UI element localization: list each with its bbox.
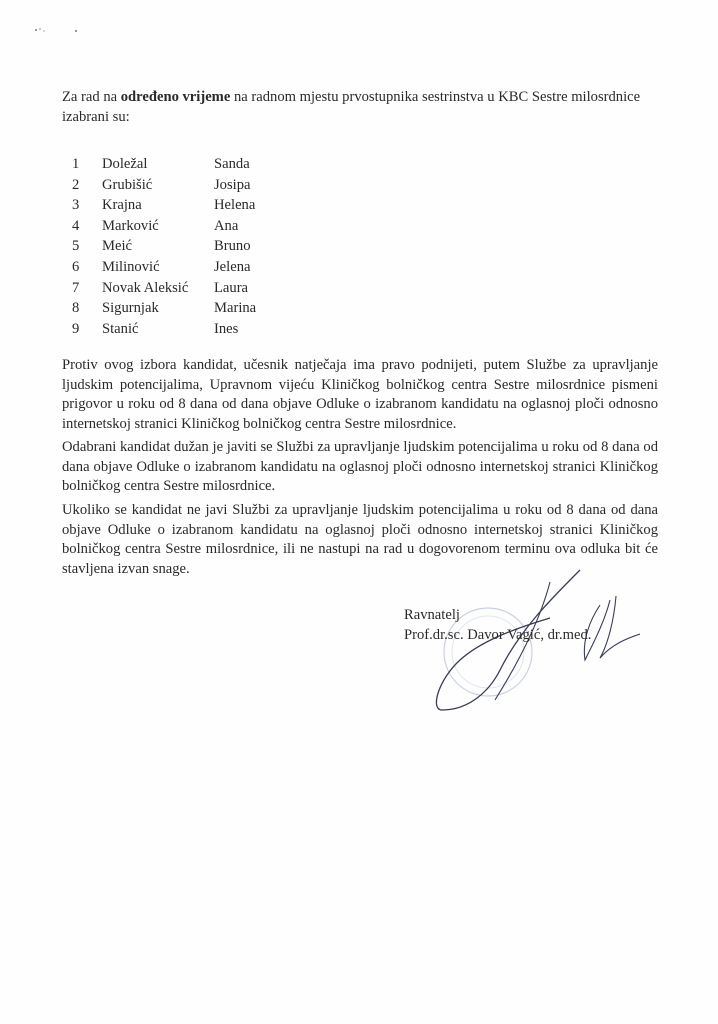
intro-bold: određeno vrijeme xyxy=(120,89,231,105)
candidate-number: 9 xyxy=(72,320,80,337)
candidate-surname: Grubišić xyxy=(102,176,153,193)
candidate-number: 7 xyxy=(72,279,80,296)
candidate-surname: Doležal xyxy=(102,156,148,172)
candidate-number: 5 xyxy=(72,238,80,255)
candidate-row xyxy=(62,175,362,196)
candidate-surname: Stanić xyxy=(102,320,139,337)
candidate-surname: Krajna xyxy=(102,197,142,214)
signer-name: Prof.dr.sc. Davor Vagić, dr.med. xyxy=(404,627,592,643)
candidate-row xyxy=(62,319,362,340)
candidate-surname: Milinović xyxy=(102,258,160,275)
candidate-surname: Sigurnjak xyxy=(102,300,159,317)
candidate-list xyxy=(62,154,362,339)
paragraph-objection: Protiv ovog izbora kandidat, učesnik natječaja ima pravo podnijeti, putem Službe za upravljanje ljudskim potencijalima, Upravnom vijeću Kliničkog bolničkog centra Sestre milosrdnice pismeni prigovor u roku od 8 dana od dana objave Odluke o izabranom kandidatu na oglasnoj ploči odnosno internetskoj stranici Kliničkog bolničkog centra Sestre milosrdnice. xyxy=(62,357,658,432)
candidate-row xyxy=(62,154,362,175)
candidate-number: 6 xyxy=(72,258,80,275)
candidate-first-name: Sanda xyxy=(214,156,250,172)
paragraph-invalidation: Ukoliko se kandidat ne javi Službi za upravljanje ljudskim potencijalima u roku od 8 dana od dana objave Odluke o izabranom kandidatu na oglasnoj ploči odnosno internetskoj stranici Kliničkog bolničkog centra Sestre milosrdnice, ili ne nastupi na rad u dogovorenom terminu ova odluka bit će stavljena izvan snage. xyxy=(62,502,658,577)
candidate-number: 8 xyxy=(72,300,80,317)
candidate-first-name: Bruno xyxy=(214,238,251,255)
candidate-first-name: Josipa xyxy=(214,176,251,193)
intro-prefix: Za rad na xyxy=(62,89,121,105)
scan-marks xyxy=(30,20,90,40)
candidate-surname: Meić xyxy=(102,238,132,255)
intro-text xyxy=(62,87,658,127)
candidate-first-name: Jelena xyxy=(214,258,251,275)
candidate-number: 3 xyxy=(72,197,80,214)
candidate-row xyxy=(62,216,362,237)
signature-block xyxy=(404,605,591,645)
signer-role: Ravnatelj xyxy=(404,607,460,623)
candidate-surname: Novak Aleksić xyxy=(102,279,189,296)
paragraph-report: Odabrani kandidat dužan je javiti se Službi za upravljanje ljudskim potencijalima u roku od 8 dana od dana objave Odluke o izabranom kandidatu na oglasnoj ploči odnosno internetskoj stranici Kliničkog bolničkog centra Sestre milosrdnice. xyxy=(62,439,658,494)
candidate-row xyxy=(62,278,362,299)
candidate-row xyxy=(62,195,362,216)
candidate-number: 4 xyxy=(72,217,80,234)
intro-suffix: na radnom mjestu prvostupnika sestrinstva u KBC Sestre milosrdnice izabrani su: xyxy=(62,89,641,125)
candidate-surname: Marković xyxy=(102,217,159,234)
candidate-first-name: Marina xyxy=(214,300,257,317)
candidate-first-name: Ana xyxy=(214,217,239,234)
candidate-first-name: Ines xyxy=(214,320,239,337)
candidate-number: 2 xyxy=(72,176,80,193)
candidate-number: 1 xyxy=(72,156,80,172)
candidate-row xyxy=(62,298,362,319)
candidate-first-name: Laura xyxy=(214,279,249,296)
candidate-first-name: Helena xyxy=(214,197,256,214)
candidate-row xyxy=(62,236,362,257)
candidate-row xyxy=(62,257,362,278)
